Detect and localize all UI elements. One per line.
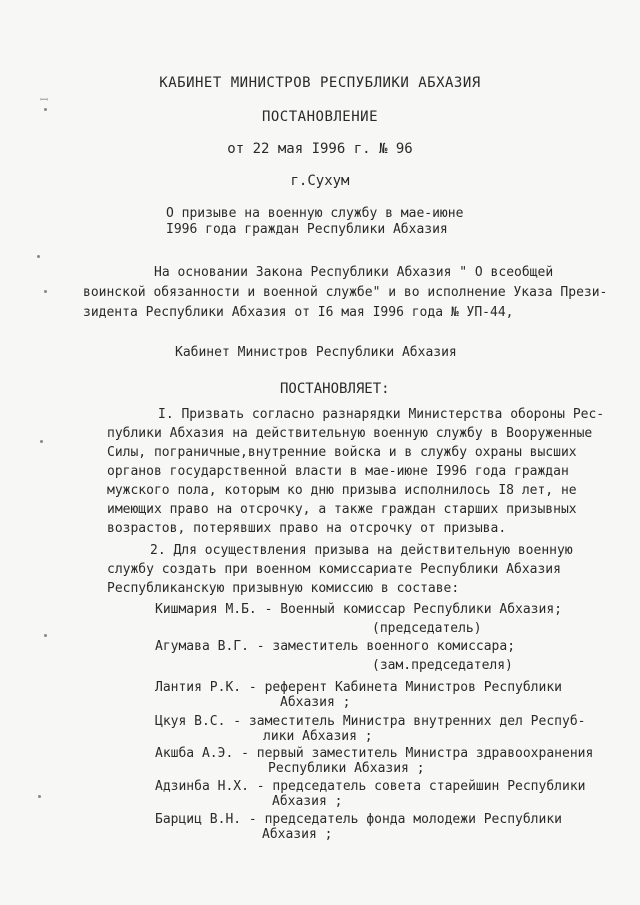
preamble-line-2: воинской обязанности и военной службе" и во исполнение Указа Прези- — [83, 285, 608, 300]
margin-mark: ꟷ — [40, 95, 49, 106]
member-entry: Адзинба Н.Х. - председатель совета старейшин Республики — [155, 779, 586, 794]
item1-line: возрастов, потерявших право на отсрочку от призыва. — [107, 521, 507, 536]
member-entry: Кишмария М.Б. - Военный комиссар Республики Абхазия; — [155, 602, 562, 617]
cabinet-line: Кабинет Министров Республики Абхазия — [175, 345, 457, 360]
member-entry-cont: Республики Абхазия ; — [268, 761, 425, 776]
member-entry: Акшба А.Э. - первый заместитель Министра здравоохранения — [155, 746, 594, 761]
preamble-line-3: зидента Республики Абхазия от I6 мая I996 года № УП-44, — [83, 305, 514, 320]
member-role-note: (председатель) — [372, 621, 482, 636]
margin-speck — [44, 634, 47, 637]
item1-line: мужского пола, которым ко дню призыва исполнилось I8 лет, не — [107, 483, 577, 498]
item1-line: органов государственной власти в мае-июне I996 года граждан — [107, 464, 569, 479]
member-entry-cont: Абхазия ; — [262, 827, 333, 842]
organization-title: КАБИНЕТ МИНИСТРОВ РЕСПУБЛИКИ АБХАЗИЯ — [159, 75, 481, 91]
preamble-line-1: На основании Закона Республики Абхазия " О всеобщей — [154, 265, 554, 280]
member-entry: Агумава В.Г. - заместитель военного комиссара; — [155, 639, 516, 654]
margin-speck — [40, 440, 43, 443]
city: г.Сухум — [290, 173, 350, 189]
date-and-number: от 22 мая I996 г. № 96 — [227, 141, 413, 157]
subject-line-1: О призыве на военную службу в мае-июне — [166, 206, 464, 221]
subject-line-2: I996 года граждан Республики Абхазия — [166, 222, 448, 237]
document-type: ПОСТАНОВЛЕНИЕ — [261, 109, 379, 125]
item2-line: 2. Для осуществления призыва на действительную военную — [150, 543, 573, 558]
decides-heading: ПОСТАНОВЛЯЕТ: — [280, 381, 390, 397]
item1-line: I. Призвать согласно разнарядки Министерства обороны Рес- — [158, 407, 605, 422]
member-entry: Лантия Р.К. - референт Кабинета Министров Республики — [155, 680, 562, 695]
item1-line: Силы, пограничные,внутренние войска и в службу охраны высших — [107, 445, 577, 460]
item2-line: службу создать при военном комиссариате Республики Абхазия — [107, 562, 561, 577]
margin-speck — [44, 290, 47, 293]
margin-speck — [38, 795, 41, 798]
item1-line: имеющих право на отсрочку, а также граждан старших призывных — [107, 502, 577, 517]
member-entry-cont: Абхазия ; — [272, 794, 343, 809]
member-role-note: (зам.председателя) — [372, 658, 513, 673]
member-entry-cont: лики Абхазия ; — [263, 729, 373, 744]
member-entry: Цкуя В.С. - заместитель Министра внутренних дел Респуб- — [155, 714, 586, 729]
item1-line: публики Абхазия на действительную военную службу в Вооруженные — [107, 426, 593, 441]
member-entry: Барциц В.Н. - председатель фонда молодежи Республики — [155, 812, 562, 827]
margin-speck — [37, 255, 40, 258]
member-entry-cont: Абхазия ; — [280, 695, 351, 710]
item2-line: Республиканскую призывную комиссию в составе: — [107, 581, 460, 596]
